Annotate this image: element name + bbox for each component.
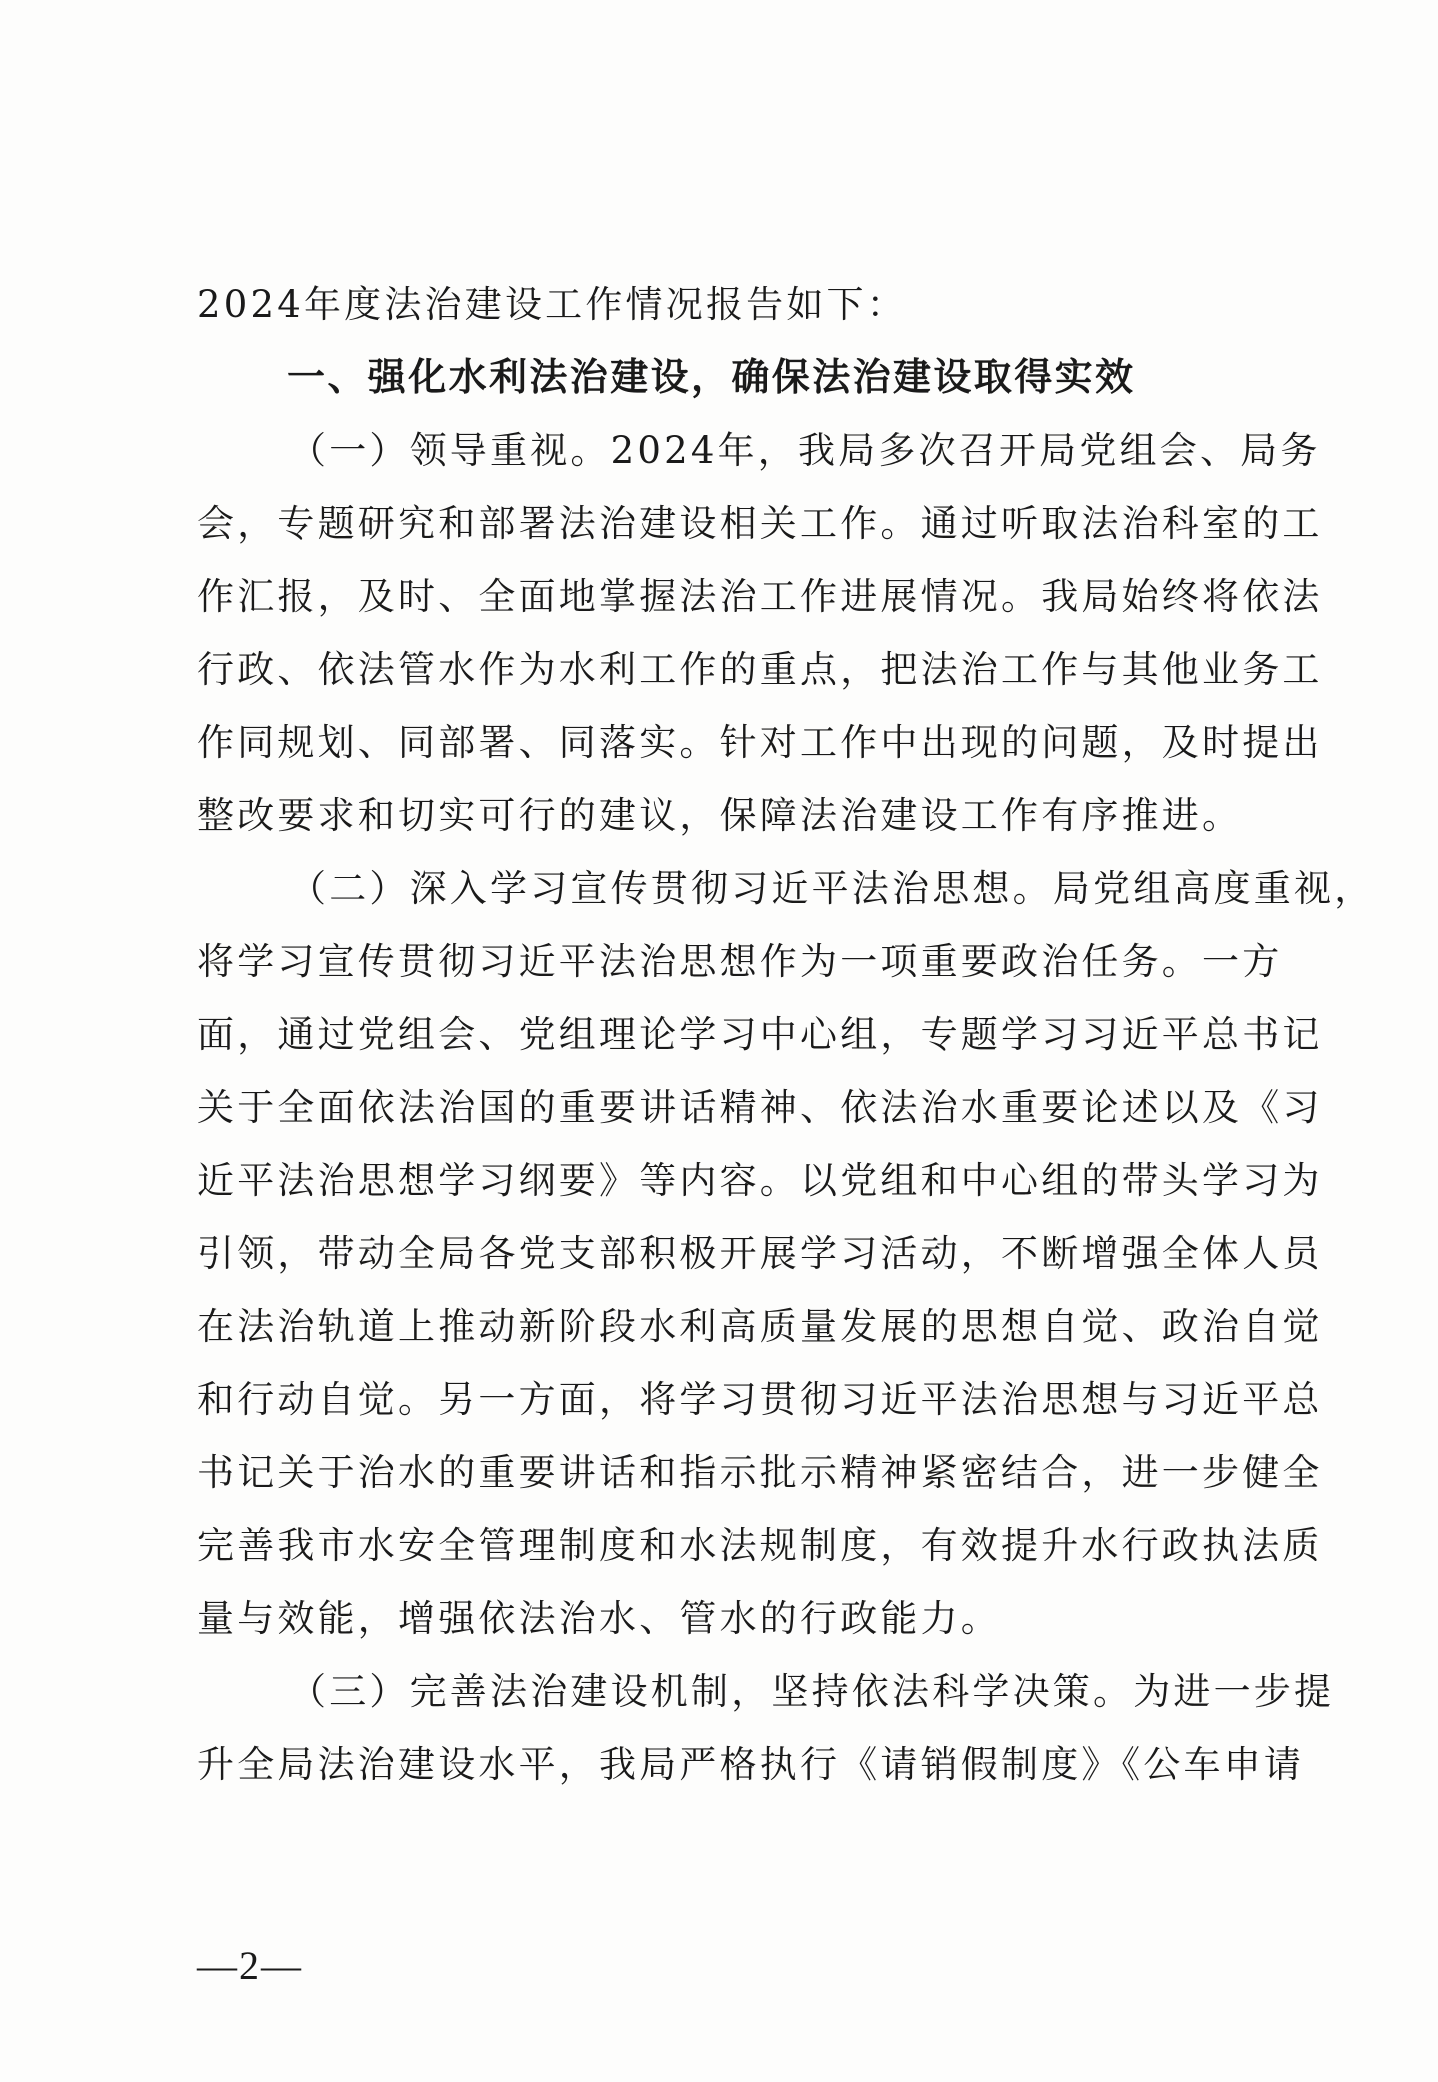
- paragraph-text: 局党组高度重视，: [1052, 867, 1375, 910]
- paragraph-line: 行政、依法管水作为水利工作的重点，把法治工作与其他业务工: [197, 648, 1323, 691]
- paragraph-line: [197, 1655, 1335, 1728]
- paragraph-mechanism: [197, 1655, 1335, 1801]
- page-number: —2—: [197, 1943, 303, 1988]
- paragraph-lead: （一）领导重视。: [289, 429, 611, 472]
- paragraph-line: 和行动自觉。另一方面，将学习贯彻习近平法治思想与习近平总: [197, 1378, 1323, 1421]
- paragraph-line: 关于全面依法治国的重要讲话精神、依法治水重要论述以及《习: [197, 1086, 1323, 1129]
- paragraph-line: 将学习宣传贯彻习近平法治思想作为一项重要政治任务。一方: [197, 940, 1283, 983]
- paragraph-lead: （二）深入学习宣传贯彻习近平法治思想。: [289, 867, 1053, 910]
- paragraph-line: 近平法治思想学习纲要》等内容。以党组和中心组的带头学习为: [197, 1159, 1323, 1202]
- paragraph-line: [197, 852, 1375, 925]
- paragraph-line: 作汇报，及时、全面地掌握法治工作进展情况。我局始终将依法: [197, 575, 1323, 618]
- paragraph-line: 引领，带动全局各党支部积极开展学习活动，不断增强全体人员: [197, 1232, 1323, 1275]
- paragraph-text: 2024年，我局多次召开局党组会、局务: [610, 429, 1321, 472]
- paragraph-line: 在法治轨道上推动新阶段水利高质量发展的思想自觉、政治自觉: [197, 1305, 1323, 1348]
- paragraph-study-thought: [197, 852, 1375, 1655]
- section-heading: 一、强化水利法治建设，确保法治建设取得实效: [287, 355, 1136, 399]
- paragraph-line: 升全局法治建设水平，我局严格执行《请销假制度》《公车申请: [197, 1743, 1305, 1786]
- paragraph-line: 会，专题研究和部署法治建设相关工作。通过听取法治科室的工: [197, 502, 1323, 545]
- paragraph-text: 为进一步提: [1133, 1670, 1335, 1713]
- document-body: [197, 268, 1375, 1801]
- paragraph-line: 整改要求和切实可行的建议，保障法治建设工作有序推进。: [197, 794, 1243, 837]
- paragraph-leadership: [197, 414, 1323, 852]
- paragraph-lead: （三）完善法治建设机制，坚持依法科学决策。: [289, 1670, 1134, 1713]
- paragraph-line: 作同规划、同部署、同落实。针对工作中出现的问题，及时提出: [197, 721, 1323, 764]
- paragraph-line: 书记关于治水的重要讲话和指示批示精神紧密结合，进一步健全: [197, 1451, 1323, 1494]
- paragraph-line: 量与效能，增强依法治水、管水的行政能力。: [197, 1597, 1001, 1640]
- paragraph-line: 面，通过党组会、党组理论学习中心组，专题学习习近平总书记: [197, 1013, 1323, 1056]
- paragraph-line: [197, 414, 1321, 487]
- intro-line: 2024年度法治建设工作情况报告如下：: [197, 283, 907, 326]
- paragraph-line: 完善我市水安全管理制度和水法规制度，有效提升水行政执法质: [197, 1524, 1323, 1567]
